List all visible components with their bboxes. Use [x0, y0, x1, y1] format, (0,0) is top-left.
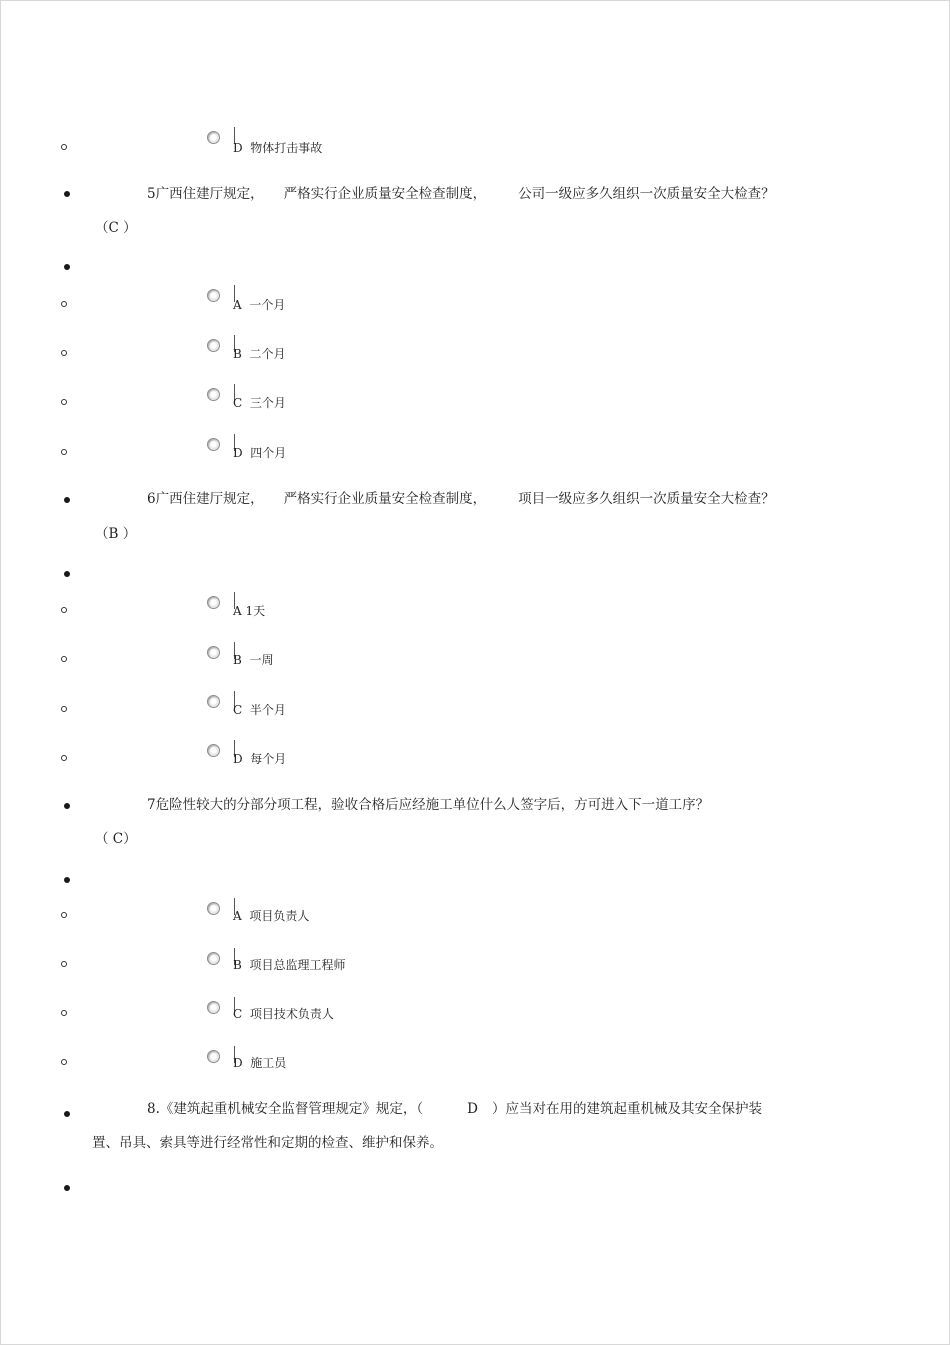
- option-label: B 一周: [233, 653, 274, 667]
- option-label: A 1天: [233, 604, 266, 618]
- question-7-text: 7危险性较大的分部分项工程，验收合格后应经施工单位什么人签字后，方可进入下一道工序？: [147, 797, 710, 813]
- radio-button[interactable]: [207, 952, 220, 965]
- option-label: B 项目总监理工程师: [233, 958, 346, 972]
- list-bullet: [64, 191, 70, 197]
- question-5-text: 5广西住建厅规定， 严格实行企业质量安全检查制度， 公司一级应多久组织一次质量安全大检查？: [147, 186, 775, 202]
- list-marker: [61, 399, 67, 405]
- list-bullet: [64, 497, 70, 503]
- question-6-text: 6广西住建厅规定， 严格实行企业质量安全检查制度， 项目一级应多久组织一次质量安全大检查？: [147, 491, 775, 507]
- radio-button[interactable]: [207, 902, 220, 915]
- list-marker: [61, 1010, 67, 1016]
- option-label: D 施工员: [233, 1056, 287, 1070]
- radio-button[interactable]: [207, 695, 220, 708]
- list-marker: [61, 350, 67, 356]
- list-marker: [61, 706, 67, 712]
- question-8-text-line2: 置、吊具、索具等进行经常性和定期的检查、维护和保养。: [92, 1135, 443, 1151]
- list-bullet: [64, 1111, 70, 1117]
- list-bullet: [64, 877, 70, 883]
- radio-button[interactable]: [207, 1050, 220, 1063]
- question-7-answer: （ C）: [95, 831, 137, 847]
- option-label: D 四个月: [233, 446, 287, 460]
- list-marker: [61, 755, 67, 761]
- list-marker: [61, 449, 67, 455]
- radio-button[interactable]: [207, 339, 220, 352]
- radio-button[interactable]: [207, 131, 220, 144]
- list-bullet: [64, 264, 70, 270]
- option-label: D 每个月: [233, 752, 287, 766]
- option-label: B 二个月: [233, 347, 286, 361]
- option-label: A 项目负责人: [233, 909, 310, 923]
- list-marker: [61, 656, 67, 662]
- list-bullet: [64, 803, 70, 809]
- radio-button[interactable]: [207, 646, 220, 659]
- option-label: D 物体打击事故: [233, 141, 323, 155]
- list-marker: [61, 607, 67, 613]
- list-marker: [61, 1059, 67, 1065]
- list-marker: [61, 961, 67, 967]
- list-bullet: [64, 571, 70, 577]
- radio-button[interactable]: [207, 388, 220, 401]
- question-6-answer: （B ）: [95, 526, 137, 542]
- radio-button[interactable]: [207, 289, 220, 302]
- option-label: C 项目技术负责人: [233, 1007, 334, 1021]
- list-marker: [61, 144, 67, 150]
- list-marker: [61, 301, 67, 307]
- list-marker: [61, 912, 67, 918]
- option-label: C 半个月: [233, 703, 286, 717]
- question-8-text: 8.《建筑起重机械安全监督管理规定》规定，（ D ）应当对在用的建筑起重机械及其安全保护装: [147, 1101, 762, 1117]
- question-5-answer: （C ）: [95, 220, 137, 236]
- option-label: A 一个月: [233, 298, 286, 312]
- radio-button[interactable]: [207, 596, 220, 609]
- radio-button[interactable]: [207, 744, 220, 757]
- list-bullet: [64, 1185, 70, 1191]
- option-label: C 三个月: [233, 396, 286, 410]
- radio-button[interactable]: [207, 438, 220, 451]
- radio-button[interactable]: [207, 1001, 220, 1014]
